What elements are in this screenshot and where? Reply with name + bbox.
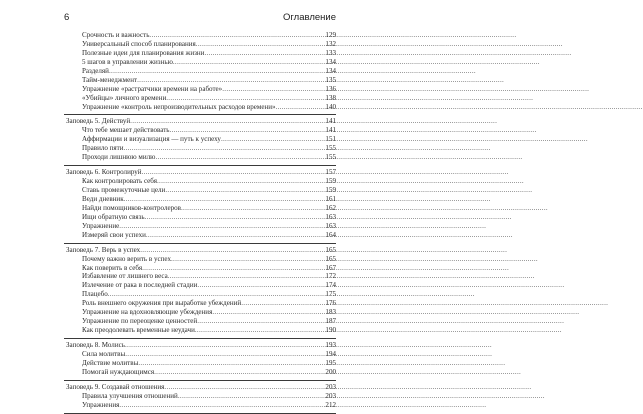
dot-leader	[173, 58, 326, 67]
toc-entry	[64, 76, 336, 85]
entry-page-number: 212	[325, 400, 336, 409]
entry-page-number: 195	[325, 358, 336, 367]
dot-leader	[241, 299, 325, 308]
dot-leader	[109, 67, 325, 76]
entry-title: Упражнение «контроль непроизводительных расходов времени»	[82, 102, 276, 111]
entry-page-number: 151	[325, 135, 336, 144]
toc-entry	[64, 135, 336, 144]
entry-title: Разделяй	[82, 66, 109, 75]
entry-page-number: 136	[325, 84, 336, 93]
toc-entry	[64, 272, 336, 281]
toc-entry	[64, 264, 336, 273]
entry-page-number: 193	[325, 341, 336, 349]
dot-leader	[145, 213, 326, 222]
toc-entry	[64, 126, 336, 135]
toc-chapter-entry	[64, 246, 336, 255]
entry-title: Как преодолевать временные неудачи	[82, 326, 195, 335]
entry-page-number: 159	[325, 177, 336, 186]
dot-leader	[119, 401, 325, 410]
toc-section	[64, 29, 336, 115]
entry-page-number: 167	[325, 263, 336, 272]
entry-title: Что тебе мешает действовать	[82, 126, 170, 135]
dot-leader	[146, 231, 326, 240]
entry-page-number: 165	[325, 245, 336, 254]
entry-title: Правила улучшения отношений	[82, 391, 178, 400]
toc-entry	[64, 85, 336, 94]
toc-entry	[64, 222, 336, 231]
entry-page-number: 163	[325, 221, 336, 230]
toc-entry	[64, 392, 336, 401]
entry-title: Сила молитвы	[82, 349, 126, 358]
dot-leader	[196, 40, 326, 49]
dot-leader	[142, 264, 325, 273]
dot-leader	[195, 326, 326, 335]
toc-section	[64, 244, 336, 339]
dot-leader	[149, 31, 325, 40]
entry-title: Упражнения	[82, 400, 120, 409]
entry-page-number: 203	[325, 382, 336, 391]
entry-page-number: 157	[325, 168, 336, 177]
toc-entry	[64, 317, 336, 326]
toc-chapter-entry	[64, 341, 336, 350]
entry-page-number: 138	[325, 93, 336, 102]
entry-page-number: 134	[325, 66, 336, 75]
dot-leader	[212, 308, 325, 317]
table-of-contents	[64, 29, 336, 414]
toc-entry	[64, 177, 336, 186]
entry-page-number: 162	[325, 203, 336, 212]
entry-page-number: 194	[325, 349, 336, 358]
toc-entry	[64, 281, 336, 290]
entry-title: Упражнение по переоценке ценностей	[82, 317, 198, 326]
entry-title: Универсальный способ планирования	[82, 39, 196, 48]
entry-title: Заповедь 6. Контролируй	[66, 168, 142, 177]
toc-entry	[64, 368, 336, 377]
dot-leader	[140, 246, 325, 255]
toc-entry	[64, 67, 336, 76]
toc-section	[64, 166, 336, 244]
toc-entry	[64, 94, 336, 103]
dot-leader	[178, 392, 326, 401]
entry-page-number: 183	[325, 308, 336, 317]
toc-entry	[64, 144, 336, 153]
entry-title: Правило пяти	[82, 144, 124, 153]
entry-page-number: 175	[325, 290, 336, 299]
dot-leader	[125, 350, 325, 359]
toc-entry	[64, 49, 336, 58]
dot-leader	[197, 317, 325, 326]
dot-leader	[130, 117, 325, 126]
dot-leader	[124, 195, 326, 204]
toc-entry	[64, 401, 336, 410]
dot-leader	[154, 368, 325, 377]
entry-title: Тайм-менеджмент	[82, 75, 138, 84]
entry-title: Веди дневник	[82, 194, 124, 203]
running-title: Оглавление	[283, 12, 336, 23]
entry-page-number: 203	[325, 391, 336, 400]
entry-title: Измеряй свои успехи	[82, 230, 146, 239]
toc-entry	[64, 186, 336, 195]
entry-title: Упражнение	[82, 221, 120, 230]
entry-title: 5 шагов в управлении жизнью	[82, 57, 173, 66]
entry-page-number: 141	[325, 126, 336, 135]
toc-entry	[64, 40, 336, 49]
entry-title: Излечение от рака в последней стадии	[82, 281, 198, 290]
entry-title: Роль внешнего окружения при выработке убеждений	[82, 299, 242, 308]
toc-entry	[64, 359, 336, 368]
entry-title: Найди помощников-контролеров	[82, 203, 181, 212]
dot-leader	[204, 49, 325, 58]
dot-leader	[108, 290, 326, 299]
dot-leader	[164, 383, 325, 392]
entry-title: Почему важно верить в успех	[82, 254, 171, 263]
toc-chapter-entry	[64, 383, 336, 392]
toc-entry	[64, 290, 336, 299]
toc-section	[64, 381, 336, 414]
toc-entry	[64, 299, 336, 308]
dot-leader	[155, 153, 325, 162]
dot-leader	[222, 85, 325, 94]
entry-title: Как контролировать себя	[82, 177, 157, 186]
entry-title: «Убийцы» личного времени	[82, 93, 167, 102]
toc-entry	[64, 58, 336, 67]
toc-entry	[64, 213, 336, 222]
entry-page-number: 140	[325, 102, 336, 111]
entry-title: Заповедь 8. Молись	[66, 341, 125, 349]
entry-title: Срочность и важность	[82, 31, 150, 39]
toc-entry	[64, 204, 336, 213]
dot-leader	[124, 144, 326, 153]
dot-leader	[166, 94, 325, 103]
dot-leader	[137, 76, 325, 85]
toc-entry	[64, 195, 336, 204]
entry-title: Ставь промежуточные цели	[82, 186, 166, 194]
dot-leader	[181, 204, 325, 213]
entry-title: Избавление от лишнего веса	[82, 272, 168, 281]
entry-page-number: 164	[325, 230, 336, 239]
toc-entry	[64, 308, 336, 317]
entry-title: Аффирмации и визуализация — путь к успеху	[82, 135, 221, 144]
toc-entry	[64, 255, 336, 264]
entry-page-number: 172	[325, 272, 336, 281]
entry-page-number: 155	[325, 153, 336, 162]
entry-title: Как поверить в себя	[82, 263, 143, 272]
entry-title: Действие молитвы	[82, 358, 139, 367]
entry-title: Заповедь 7. Верь в успех	[66, 245, 141, 254]
dot-leader	[276, 103, 326, 112]
toc-chapter-entry	[64, 117, 336, 126]
toc-entry	[64, 31, 336, 40]
entry-page-number: 165	[325, 254, 336, 263]
dot-leader	[138, 359, 325, 368]
entry-page-number: 163	[325, 212, 336, 221]
dot-leader	[168, 272, 326, 281]
dot-leader	[157, 177, 325, 186]
entry-page-number: 133	[325, 48, 336, 57]
entry-title: Плацебо	[82, 290, 108, 299]
entry-title: Проходи лишнюю милю	[82, 153, 156, 162]
entry-page-number: 190	[325, 326, 336, 335]
toc-entry	[64, 153, 336, 162]
entry-page-number: 161	[325, 194, 336, 203]
toc-section	[64, 115, 336, 166]
entry-title: Полезные идеи для планирования жизни	[82, 48, 205, 57]
entry-page-number: 129	[325, 31, 336, 39]
entry-title: Заповедь 9. Создавай отношения	[66, 382, 165, 391]
entry-page-number: 134	[325, 57, 336, 66]
toc-chapter-entry	[64, 168, 336, 177]
entry-page-number: 141	[325, 117, 336, 126]
entry-title: Упражнение на вдохновляющие убеждения	[82, 308, 213, 317]
dot-leader	[165, 186, 325, 195]
entry-page-number: 155	[325, 144, 336, 153]
entry-page-number: 187	[325, 317, 336, 326]
entry-title: Помогай нуждающимся	[82, 367, 155, 376]
entry-page-number: 200	[325, 367, 336, 376]
entry-title: Ищи обратную связь	[82, 212, 145, 221]
toc-section	[64, 339, 336, 381]
dot-leader	[197, 281, 325, 290]
entry-page-number: 159	[325, 186, 336, 194]
dot-leader	[170, 126, 326, 135]
page-number: 6	[64, 12, 70, 23]
toc-entry	[64, 350, 336, 359]
dot-leader	[221, 135, 325, 144]
toc-entry	[64, 231, 336, 240]
dot-leader	[125, 341, 325, 350]
toc-entry	[64, 103, 336, 112]
page-header	[64, 12, 336, 25]
entry-page-number: 176	[325, 299, 336, 308]
dot-leader	[119, 222, 325, 231]
entry-title: Упражнение «растратчики времени на работе»	[82, 84, 223, 93]
dot-leader	[142, 168, 326, 177]
dot-leader	[171, 255, 325, 264]
entry-page-number: 132	[325, 39, 336, 48]
entry-page-number: 135	[325, 75, 336, 84]
entry-page-number: 174	[325, 281, 336, 290]
entry-title: Заповедь 5. Действуй	[66, 117, 131, 126]
toc-entry	[64, 326, 336, 335]
